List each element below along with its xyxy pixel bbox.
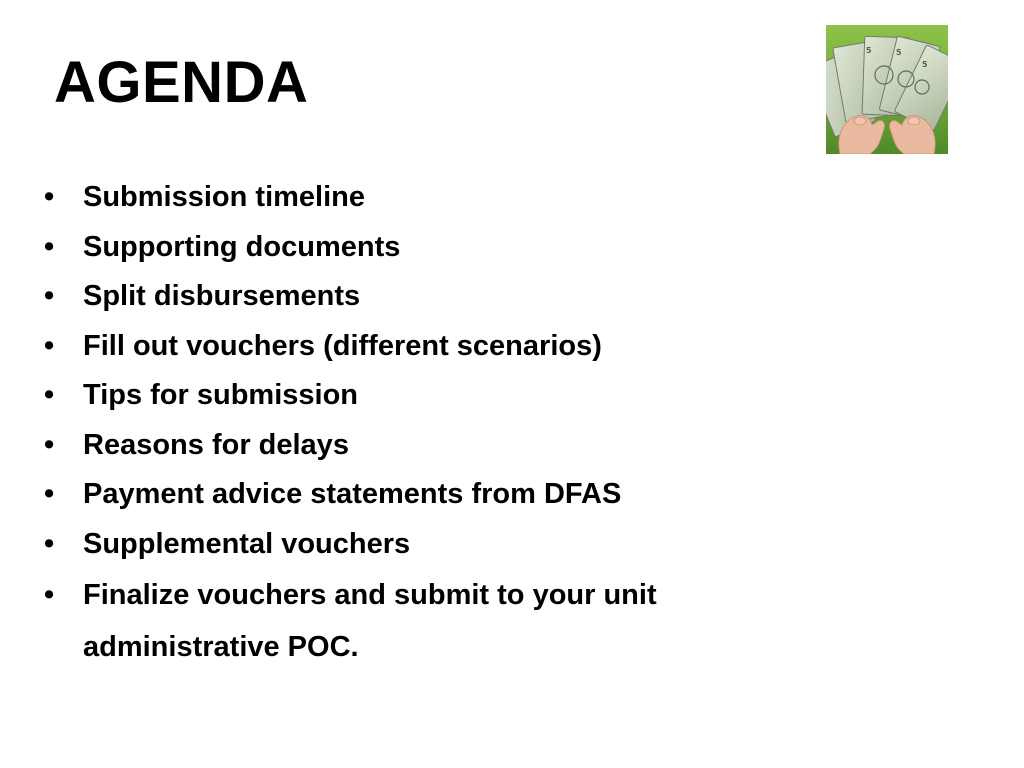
agenda-item — [44, 421, 804, 471]
bullet: • — [44, 181, 55, 213]
agenda-item-text: Fill out vouchers (different scenarios) — [83, 329, 602, 362]
bullet: • — [44, 280, 55, 312]
bullet: • — [44, 579, 55, 611]
agenda-item-text: Finalize vouchers and submit to your unit administrative POC. — [83, 579, 657, 663]
bullet: • — [44, 230, 55, 263]
agenda-item-text: Split disbursements — [83, 280, 361, 312]
agenda-item — [44, 569, 804, 673]
money-in-hands-icon — [826, 25, 948, 154]
agenda-item-text: Supplemental vouchers — [83, 527, 411, 560]
svg-text:5: 5 — [922, 60, 928, 69]
agenda-item — [44, 322, 804, 372]
bullet: • — [44, 428, 55, 461]
agenda-item-text: Tips for submission — [83, 379, 359, 411]
agenda-item-text: Submission timeline — [83, 181, 365, 213]
agenda-item — [44, 371, 804, 421]
svg-text:5: 5 — [866, 46, 872, 55]
agenda-item — [44, 223, 804, 273]
agenda-item — [44, 470, 804, 520]
agenda-item-text: Supporting documents — [83, 230, 401, 263]
agenda-item — [44, 272, 804, 322]
agenda-list — [44, 173, 804, 673]
slide-title: AGENDA — [54, 50, 309, 115]
agenda-item — [44, 173, 804, 223]
agenda-item-text: Reasons for delays — [83, 428, 349, 461]
bullet: • — [44, 379, 55, 411]
bullet: • — [44, 329, 55, 362]
agenda-item — [44, 520, 804, 570]
svg-text:5: 5 — [896, 48, 902, 57]
bullet: • — [44, 478, 55, 510]
agenda-item-text: Payment advice statements from DFAS — [83, 478, 622, 510]
bullet: • — [44, 527, 55, 560]
